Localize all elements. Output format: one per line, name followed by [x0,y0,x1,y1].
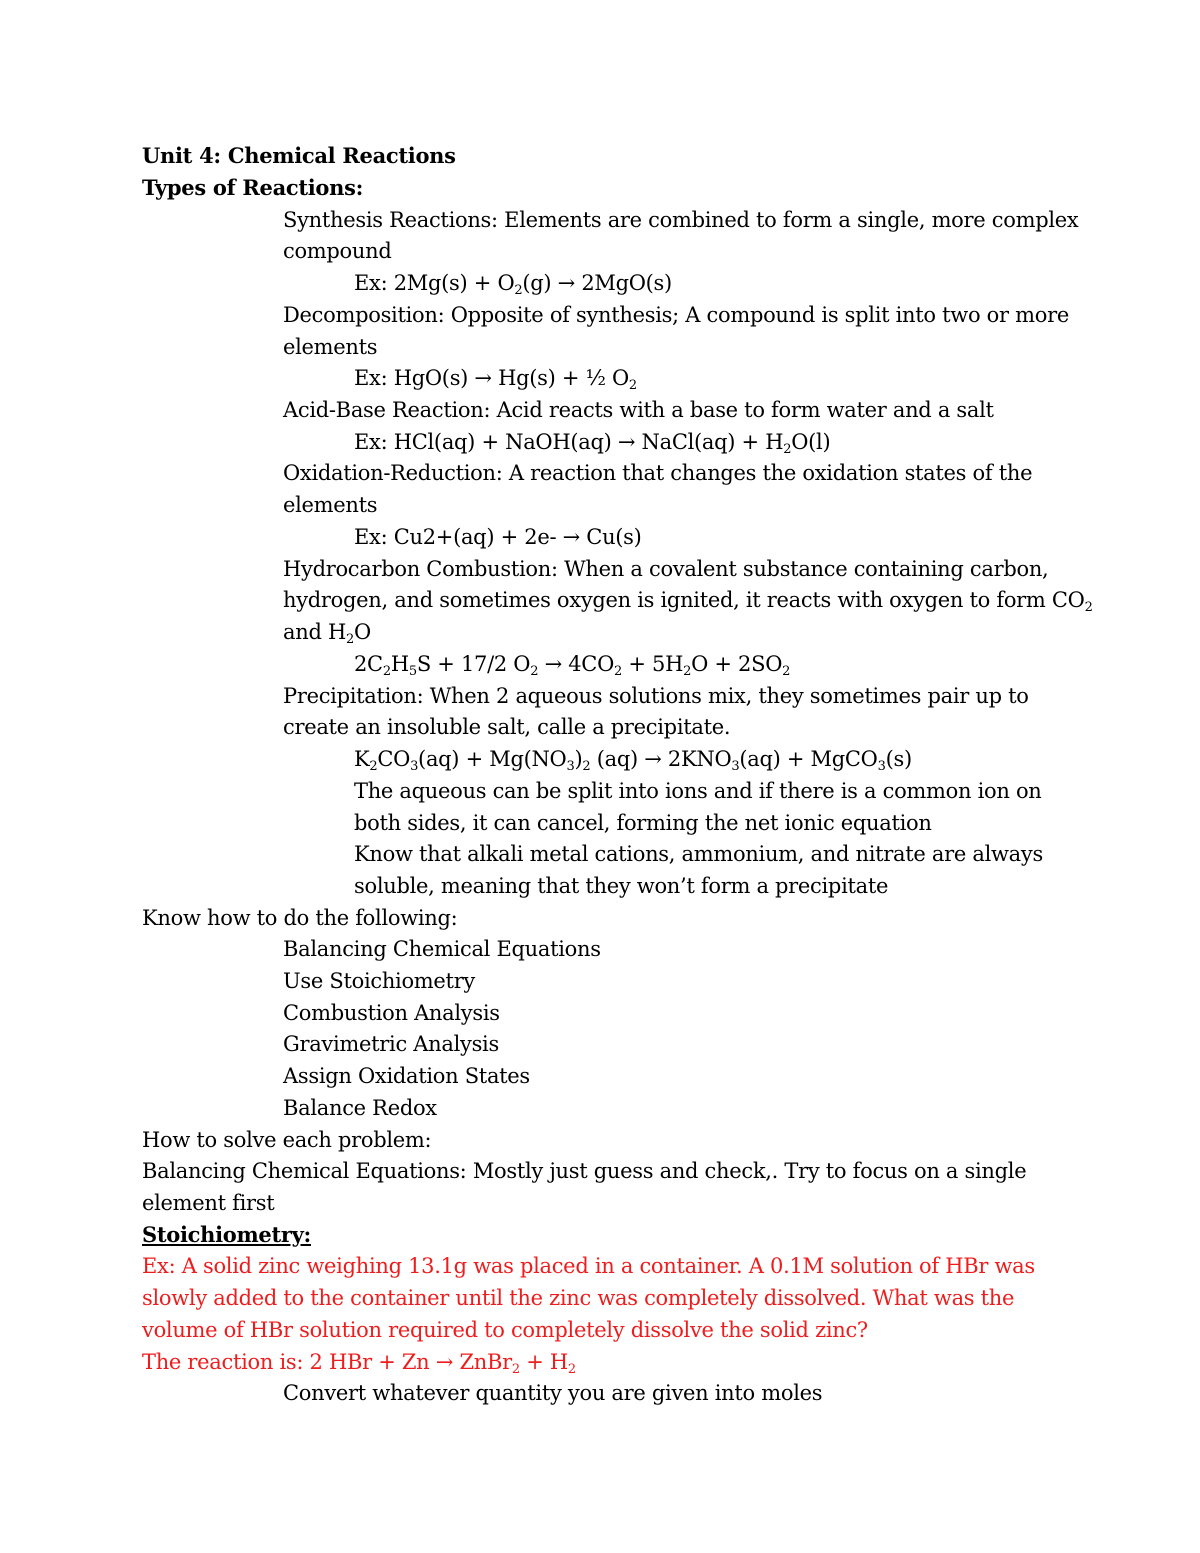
document-title: Unit 4: Chemical Reactions [142,143,456,168]
types-heading: Types of Reactions: [142,175,364,200]
synthesis-example: Ex: $2Mg(s) + O_2(g) \to 2MgO(s)$ [354,271,672,298]
redox-line2: elements [283,493,378,517]
redox-example: Ex: Cu2+(aq) + 2e- → Cu(s) [354,525,642,549]
skill-item: Combustion Analysis [283,1001,500,1025]
redox-line1: Oxidation-Reduction: A reaction that changes the oxidation states of the [283,461,1033,485]
precipitation-note1-line1: The aqueous can be split into ions and if there is a common ion on [354,779,1042,803]
decomposition-line2: elements [283,335,378,359]
precipitation-example: $K_2CO_3(aq) + Mg(NO_3)_2$ $(aq) \to 2KNO_3(aq)$ + MgCO$_3$(s) [354,747,912,774]
synthesis-line1: Synthesis Reactions: Elements are combined to form a single, more complex [283,208,1079,232]
know-heading: Know how to do the following: [142,906,458,930]
skill-item: Assign Oxidation States [283,1064,530,1088]
skill-item: Gravimetric Analysis [283,1032,499,1056]
example-problem-line3: volume of HBr solution required to completely dissolve the solid zinc? [142,1318,868,1342]
balancing-tip-line1: Balancing Chemical Equations: Mostly just guess and check,. Try to focus on a single [142,1159,1027,1183]
balancing-tip-line2: element first [142,1191,275,1215]
example-reaction: The reaction is: 2 HBr + Zn → ZnBr$_2$ + $H_2$ [142,1350,576,1377]
decomposition-line1: Decomposition: Opposite of synthesis; A compound is split into two or more [283,303,1069,327]
precipitation-note2-line1: Know that alkali metal cations, ammonium, and nitrate are always [354,842,1043,866]
combustion-line1: Hydrocarbon Combustion: When a covalent substance containing carbon, [283,557,1049,581]
decomposition-example: Ex: HgO(s) → Hg(s) + ½ $O_2$ [354,366,637,393]
stoichiometry-heading: Stoichiometry: [142,1222,311,1247]
precipitation-note1-line2: both sides, it can cancel, forming the net ionic equation [354,811,932,835]
example-problem-line2: slowly added to the container until the zinc was completely dissolved. What was the [142,1286,1015,1310]
acid-base-line1: Acid-Base Reaction: Acid reacts with a base to form water and a salt [283,398,994,422]
how-heading: How to solve each problem: [142,1128,432,1152]
skill-item: Use Stoichiometry [283,969,475,993]
skill-item: Balancing Chemical Equations [283,937,601,961]
combustion-example: $2C_2H_5S + 17/2$ $O_2 \to 4CO_2 + 5H_2O + 2SO_2$ [354,652,791,679]
combustion-line3: and $H_2O$ [283,620,371,647]
synthesis-line2: compound [283,239,392,263]
precipitation-line1: Precipitation: When 2 aqueous solutions mix, they sometimes pair up to [283,684,1029,708]
convert-tip: Convert whatever quantity you are given into moles [283,1381,823,1405]
precipitation-note2-line2: soluble, meaning that they won’t form a precipitate [354,874,889,898]
precipitation-line2: create an insoluble salt, calle a precipitate. [283,715,731,739]
acid-base-example: Ex: HCl(aq) + NaOH(aq) → NaCl(aq) + $H_2O(l)$ [354,430,831,457]
skill-item: Balance Redox [283,1096,437,1120]
example-problem-line1: Ex: A solid zinc weighing 13.1g was placed in a container. A 0.1M solution of HBr was [142,1254,1035,1278]
combustion-line2: hydrogen, and sometimes oxygen is ignited, it reacts with oxygen to form $CO_2$ [283,588,1093,615]
